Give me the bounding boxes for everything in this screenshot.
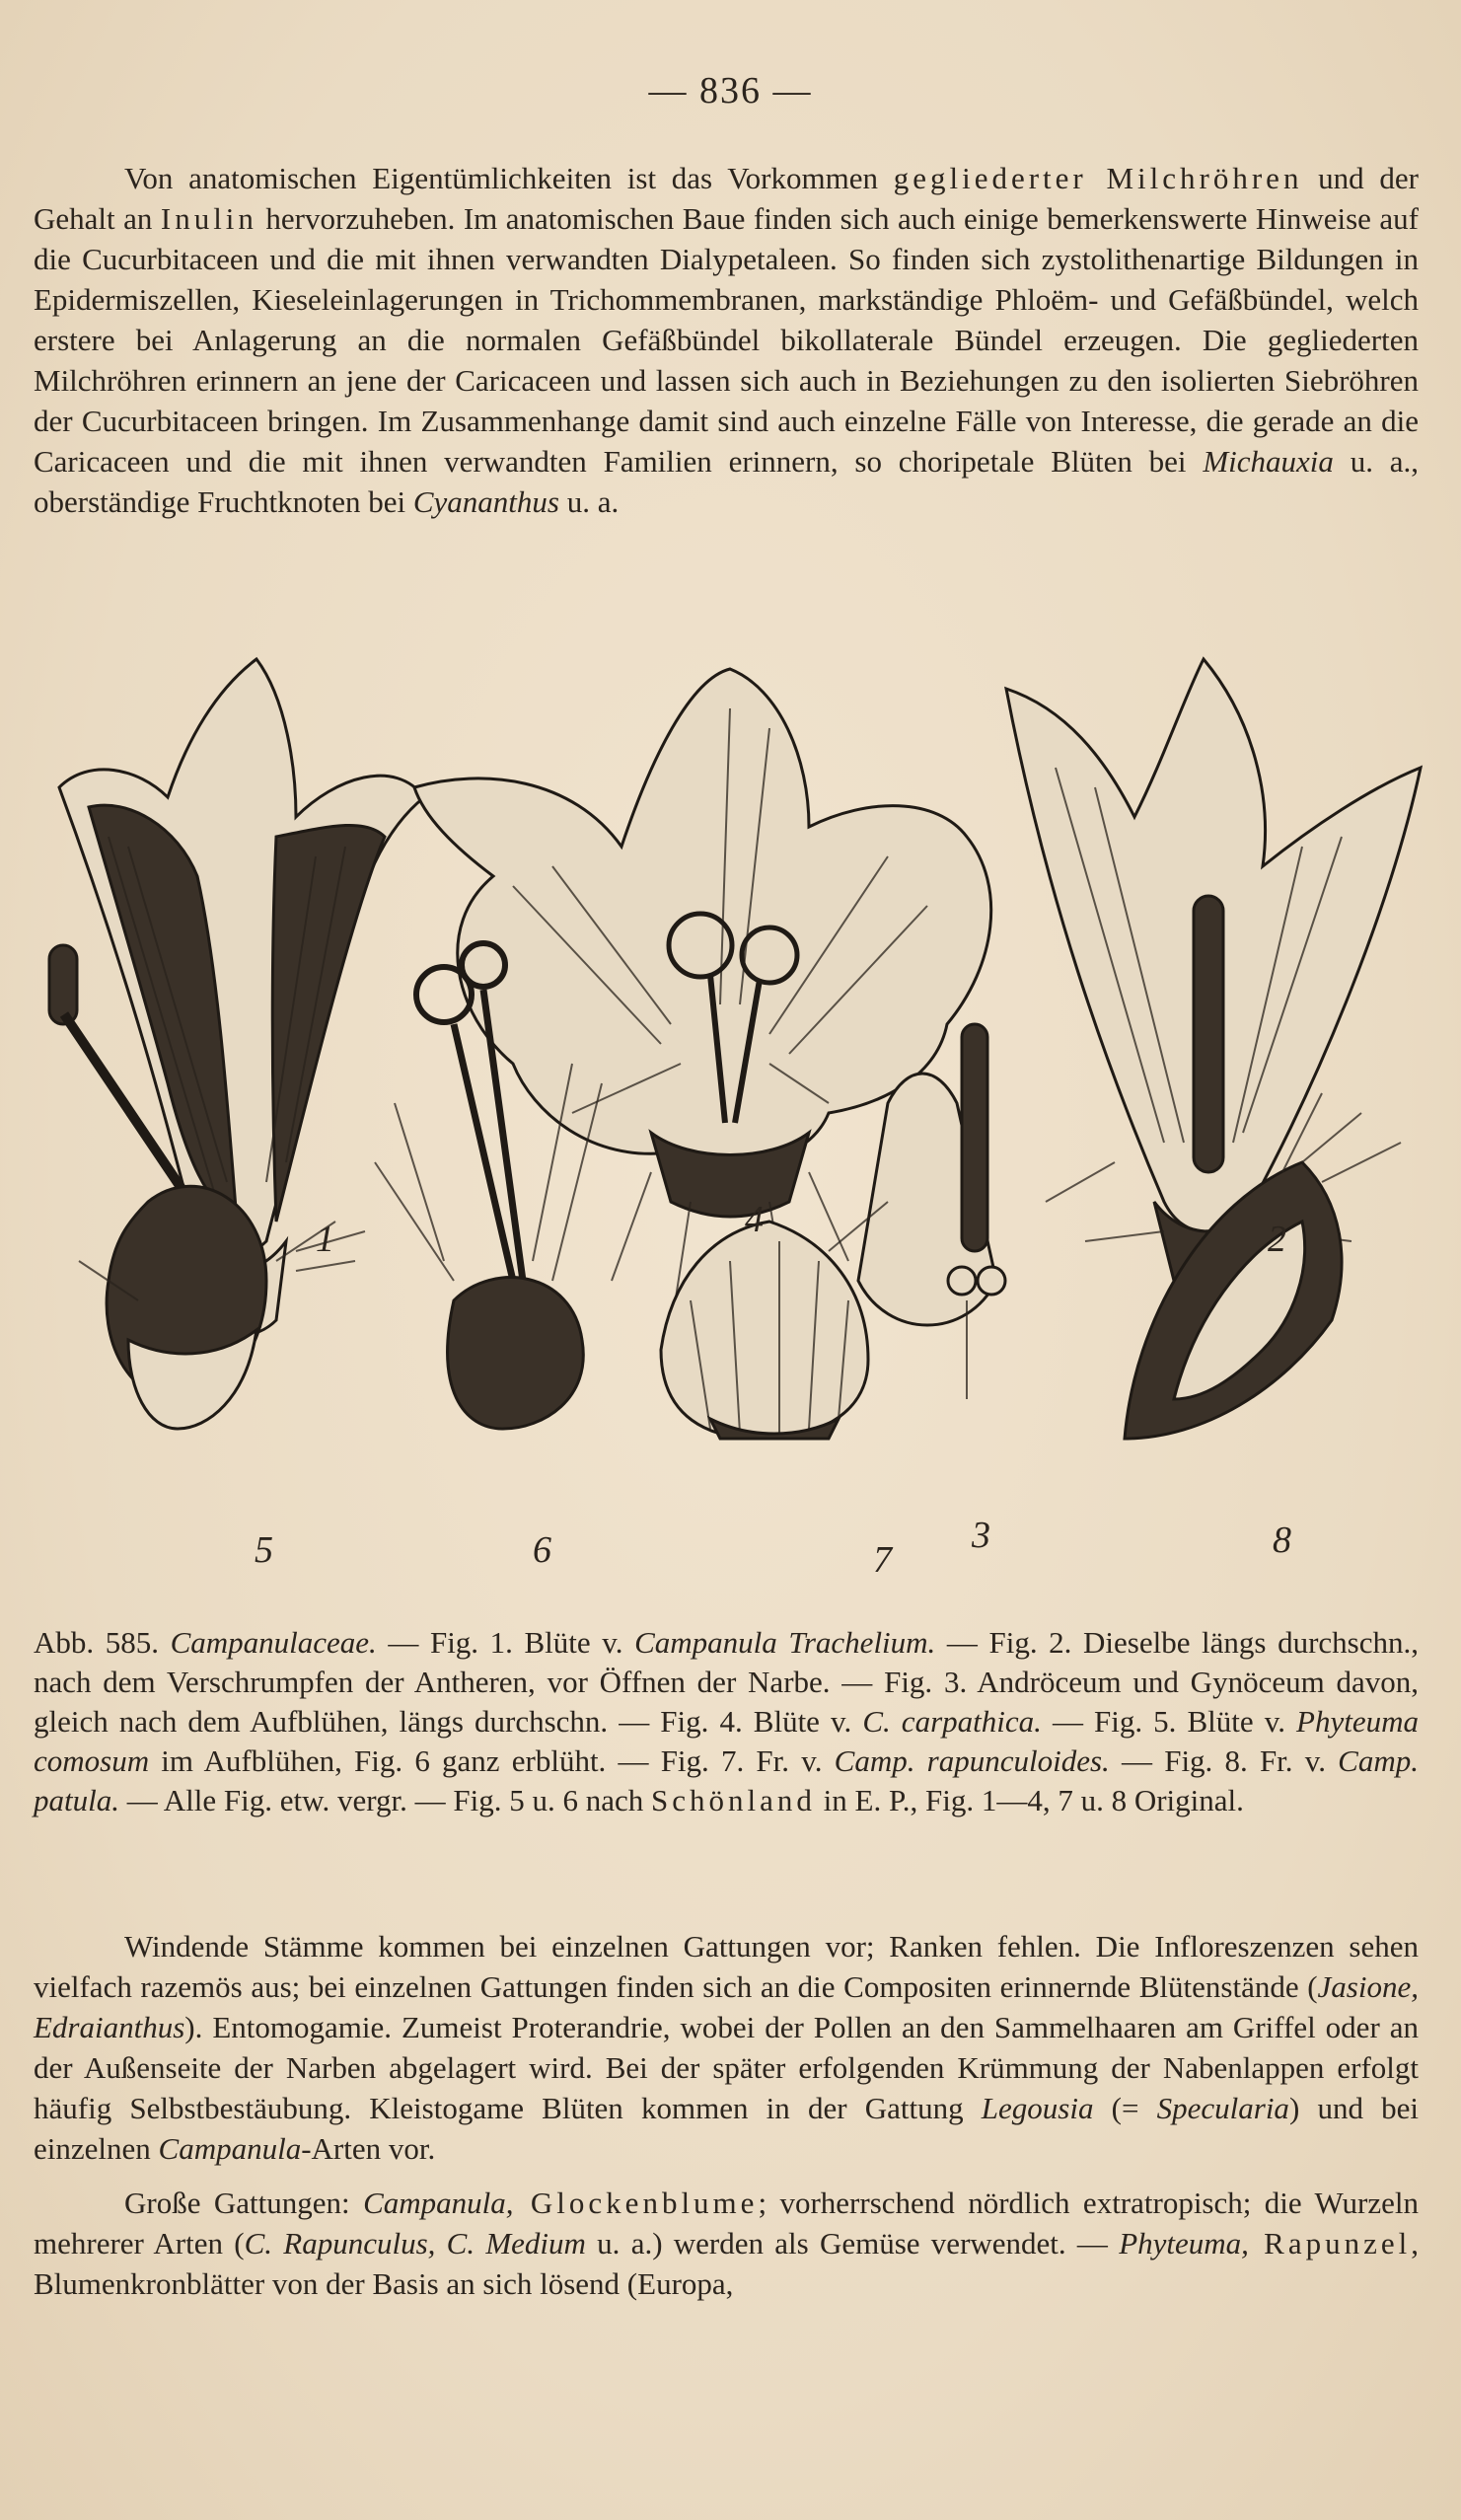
genus-name: Campanula,	[363, 2186, 514, 2220]
caption-species: Phyteuma comosum	[34, 1704, 1419, 1778]
text-run: Von anatomischen Eigentümlichkeiten ist das Vorkommen	[124, 161, 894, 195]
intro-text-block	[34, 158, 1419, 522]
spaced-term: Rapunzel	[1248, 2226, 1412, 2261]
intro-paragraph	[34, 158, 1419, 522]
text-run: und der Gehalt an	[34, 161, 1419, 236]
text-run: (=	[1093, 2091, 1157, 2125]
caption-text: — Fig. 5. Blüte v.	[1041, 1704, 1297, 1739]
text-run: ). Entomogamie. Zumeist Proterandrie, wobei der Pollen an den Sammelhaaren am Griffel oder an der Außenseite der Narben abgelagert wird. Bei der später erfolgenden Krümmung der Nabenlappen erfolgt häufig Selbstbestäubung. Kleistogame Blüten kommen in der Gattung	[34, 2010, 1419, 2125]
caption-species: C. carpathica.	[862, 1704, 1042, 1739]
figure-label-8: 8	[1273, 1519, 1291, 1561]
genus-name: Cyananthus	[412, 484, 559, 519]
caption-species: Camp. rapunculoides.	[834, 1743, 1110, 1778]
body-text-block	[34, 1926, 1419, 2304]
text-run: ) und bei einzelnen	[34, 2091, 1419, 2166]
text-run: -Arten vor.	[301, 2131, 436, 2166]
caption-species: Campanula Trachelium.	[634, 1625, 936, 1660]
caption-text: in E. P., Fig. 1—4, 7 u. 8 Original.	[815, 1783, 1244, 1817]
caption-text: — Alle Fig. etw. vergr. — Fig. 5 u. 6 nach	[118, 1783, 652, 1817]
caption-text: — Fig. 1. Blüte v.	[376, 1625, 635, 1660]
genus-name: Campanula	[158, 2131, 302, 2166]
genus-name: Jasione, Edraianthus	[34, 1969, 1419, 2044]
caption-text: Abb. 585.	[34, 1625, 171, 1660]
figure-7-fruit	[661, 1222, 868, 1439]
paragraph-genera	[34, 2183, 1419, 2304]
botanical-illustration	[20, 649, 1440, 1596]
paragraph-inflorescence	[34, 1926, 1419, 2169]
text-run: Windende Stämme kommen bei einzelnen Gattungen vor; Ranken fehlen. Die Infloreszenzen sehen vielfach razemös aus; bei einzelnen Gattungen finden sich an die Compositen erinnernde Blütenstände (	[34, 1929, 1419, 2004]
figure-label-4: 4	[745, 1199, 764, 1240]
caption-text: — Fig. 2. Dieselbe längs durchschn., nach dem Verschrumpfen der Antheren, vor Öffnen der Narbe. — Fig. 3. Andröceum und Gynöceum davon, gleich nach dem Aufblühen, längs durchschn. — Fig. 4. Blüte v.	[34, 1625, 1419, 1739]
genus-name: Legousia	[981, 2091, 1094, 2125]
genus-name: Specularia	[1156, 2091, 1289, 2125]
genus-name: Michauxia	[1203, 444, 1334, 479]
text-run: u. a.) werden als Gemüse verwendet. —	[585, 2226, 1120, 2261]
text-run: , Blumenkronblätter von der Basis an sich lösend (Europa,	[34, 2226, 1419, 2301]
text-run: u. a.	[558, 484, 620, 519]
caption-text: — Fig. 8. Fr. v.	[1109, 1743, 1339, 1778]
figure-label-1: 1	[316, 1219, 334, 1260]
spaced-term: Glockenblume	[513, 2186, 759, 2220]
spaced-term: Inulin	[160, 201, 257, 236]
figure-label-6: 6	[533, 1529, 551, 1571]
caption-author: Schönland	[651, 1783, 816, 1817]
figure-label-5: 5	[255, 1529, 273, 1571]
genus-name: Phyteuma,	[1119, 2226, 1249, 2261]
text-run: ; vorherrschend nördlich extratropisch; die Wurzeln mehrerer Arten (	[34, 2186, 1419, 2261]
species-name: C. Rapunculus, C. Medium	[244, 2226, 586, 2261]
caption-text: im Aufblühen, Fig. 6 ganz erblüht. — Fig. 7. Fr. v.	[149, 1743, 835, 1778]
text-run: hervorzuheben. Im anatomischen Baue finden sich auch einige bemerkenswerte Hinweise auf die Cucurbitaceen und die mit ihnen verwandten Dialypetaleen. So finden sich zystolithenartige Bildungen in Epidermiszellen, Kieseleinlagerungen in Trichommembranen, markständige Phloëm- und Gefäßbündel, welch erstere bei Anlagerung an die normalen Gefäßbündel bikollaterale Bündel erzeugen. Die gegliederten Milchröhren erinnern an jene der Caricaceen und lassen sich auch in Beziehungen zu den isolierten Siebröhren der Cucurbitaceen bringen. Im Zusammenhange damit sind auch einzelne Fälle von Interesse, die gerade an die Caricaceen und die mit ihnen verwandten Familien erinnern, so choripetale Blüten bei	[34, 201, 1420, 479]
figure-label-3: 3	[972, 1515, 990, 1556]
spaced-term: gegliederter Milchröhren	[893, 161, 1303, 195]
figure-label-2: 2	[1268, 1219, 1286, 1260]
figure-caption	[34, 1623, 1419, 1820]
text-run: Große Gattungen:	[124, 2186, 364, 2220]
text-run: u. a., oberständige Fruchtknoten bei	[34, 444, 1420, 519]
caption-family: Campanulaceae.	[170, 1625, 377, 1660]
caption-species: Camp. patula.	[34, 1743, 1419, 1817]
figure-label-7: 7	[873, 1539, 892, 1581]
page-number: — 836 —	[648, 70, 813, 111]
